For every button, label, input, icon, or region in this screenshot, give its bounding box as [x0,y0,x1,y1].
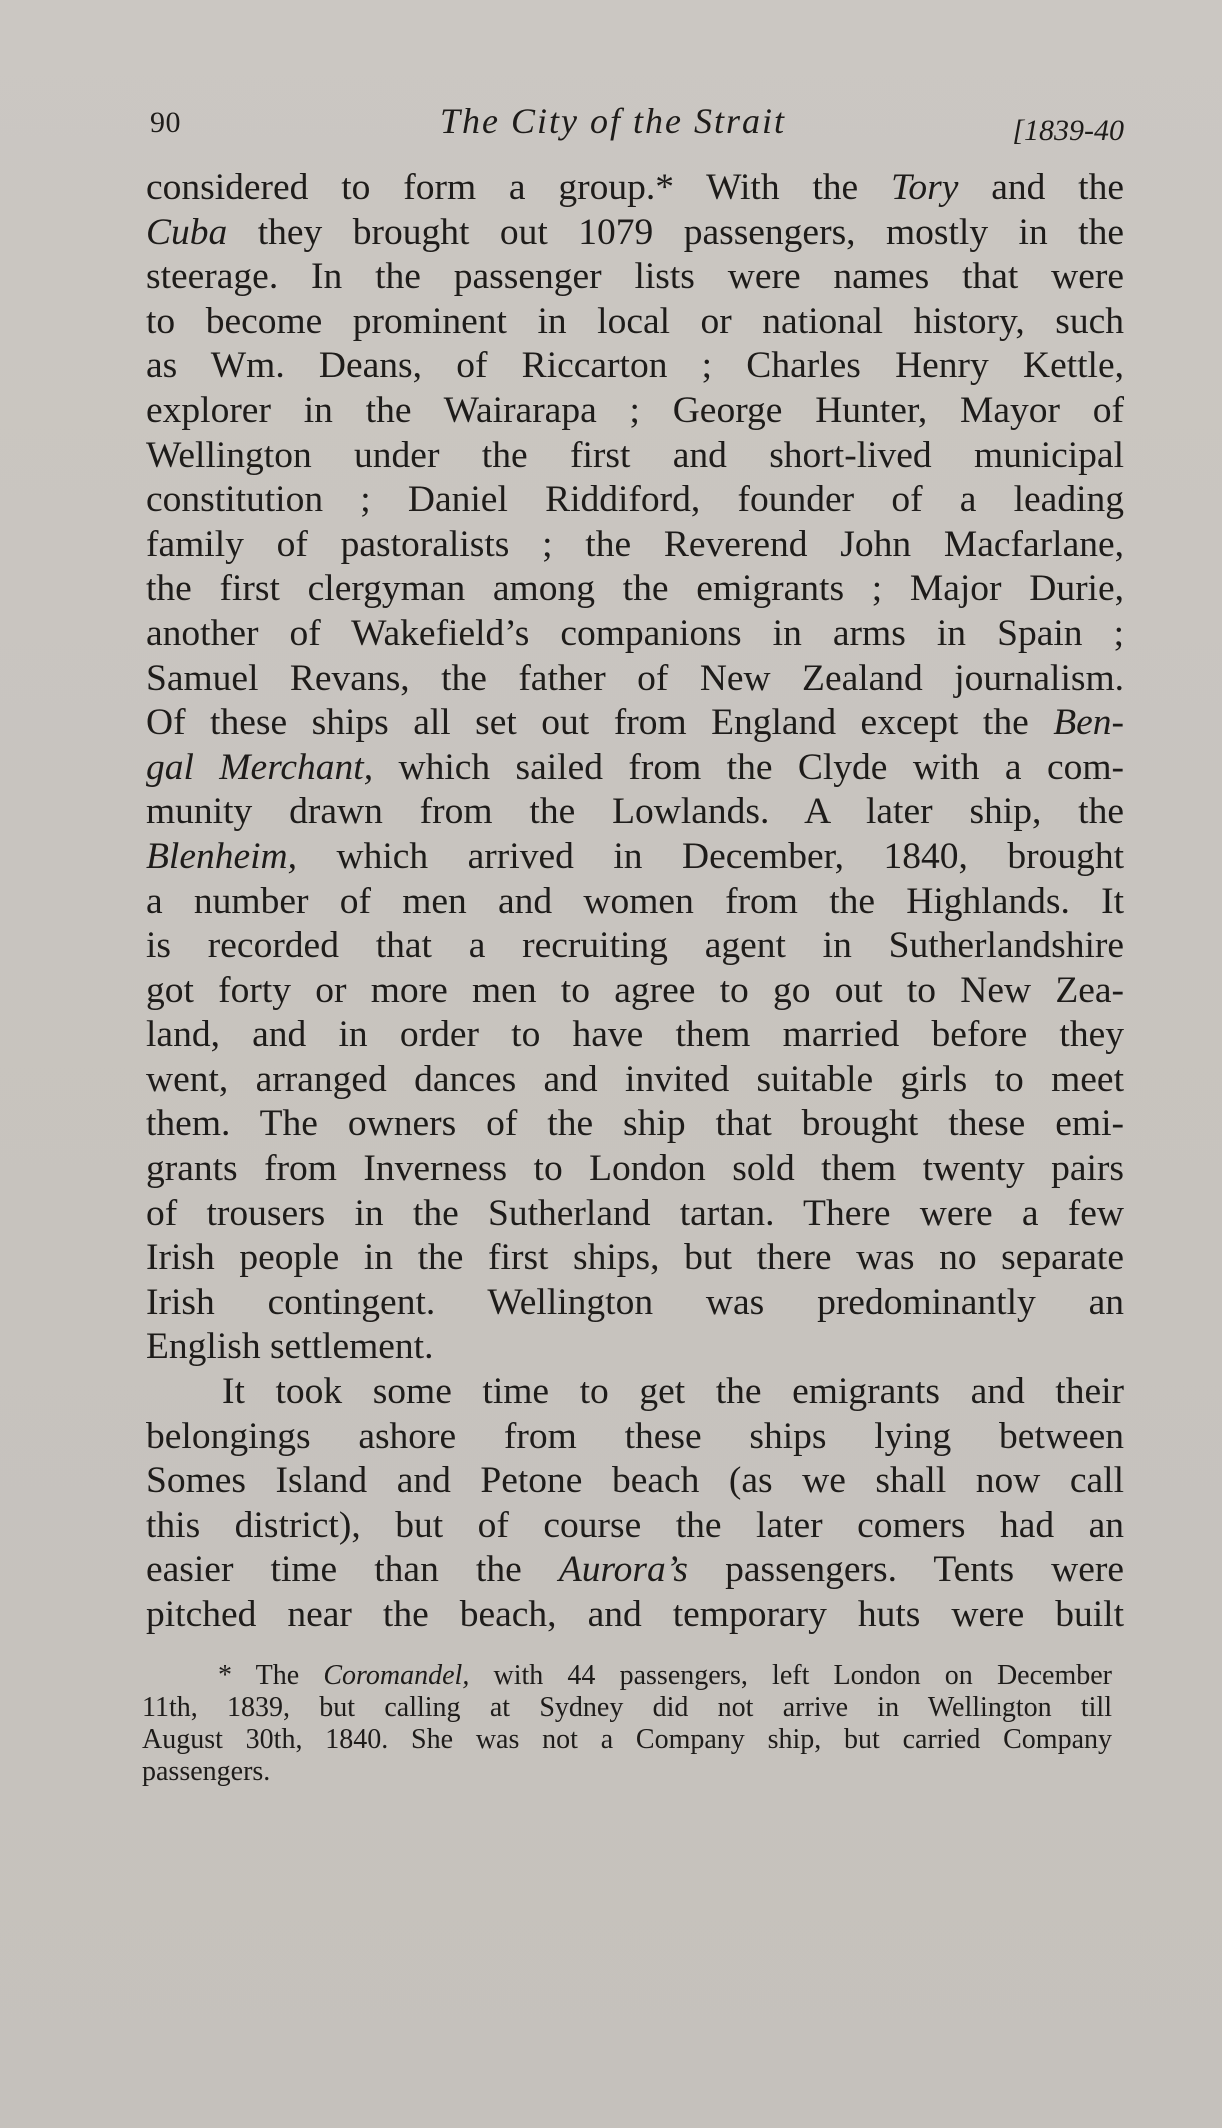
running-title: The City of the Strait [440,101,786,141]
text-line: grants from Inverness to London sold them twenty pairs [146,1148,1124,1190]
text-line: family of pastoralists ; the Reverend John Macfarlane, [146,523,1124,565]
footnote-line: 11th, 1839, but calling at Sydney did not arrive in Wellington till [142,1692,1112,1723]
italic-text: Tory [891,167,959,208]
text-line: Wellington under the first and short-lived municipal [146,434,1124,476]
text-line: pitched near the beach, and temporary huts were built [146,1594,1124,1635]
italic-text: Aurora’s [558,1549,689,1591]
italic-text: Cuba [146,211,228,253]
text-line: land, and in order to have them married before they [146,1014,1124,1056]
text-line: gal Merchant, which sailed from the Clyde with a com- [146,746,1124,788]
date-range: [1839-40 [1012,114,1124,147]
text-line: explorer in the Wairarapa ; George Hunter, Mayor of [146,389,1124,431]
text-line: Samuel Revans, the father of New Zealand journalism. [146,657,1124,699]
text-line: went, arranged dances and invited suitable girls to meet [146,1058,1124,1100]
text-line: them. The owners of the ship that brought these emi- [146,1103,1124,1145]
text-line: is recorded that a recruiting agent in Sutherlandshire [146,925,1124,967]
italic-text: Coromandel, [323,1660,470,1691]
text-line: Somes Island and Petone beach (as we shall now call [146,1460,1124,1502]
text-line: as Wm. Deans, of Riccarton ; Charles Henry Kettle, [146,345,1124,387]
text-line: got forty or more men to agree to go out to New Zea- [146,969,1124,1011]
text-line: Irish contingent. Wellington was predominantly an [146,1281,1124,1323]
italic-text: Ben- [1053,702,1124,744]
body-text [146,166,1124,1638]
text-line: of trousers in the Sutherland tartan. There were a few [146,1192,1124,1234]
text-line: Irish people in the first ships, but there was no separate [146,1237,1124,1279]
text-line: Cuba they brought out 1079 passengers, mostly in the [146,211,1124,253]
footnote-line: * The Coromandel, with 44 passengers, left London on December [218,1660,1112,1691]
text-line: belongings ashore from these ships lying between [146,1415,1124,1457]
text-line: a number of men and women from the Highlands. It [146,880,1124,922]
text-line: to become prominent in local or national history, such [146,300,1124,342]
text-line: considered to form a group.* With the Tory and the [146,167,1124,208]
text-line: Of these ships all set out from England except the Ben- [146,702,1124,744]
footnote-line: August 30th, 1840. She was not a Company ship, but carried Company [142,1724,1112,1755]
text-line: steerage. In the passenger lists were names that were [146,256,1124,298]
text-line: constitution ; Daniel Riddiford, founder of a leading [146,479,1124,521]
text-line: English settlement. [146,1326,434,1368]
italic-text: Blenheim, [146,835,297,877]
text-line: another of Wakefield’s companions in arms in Spain ; [146,612,1124,654]
text-line: munity drawn from the Lowlands. A later ship, the [146,791,1124,833]
text-line: the first clergyman among the emigrants ; Major Durie, [146,568,1124,610]
text-line: this district), but of course the later comers had an [146,1504,1124,1546]
footnote [142,1660,1112,1788]
page-number: 90 [150,106,181,139]
footnote-line: passengers. [142,1756,271,1787]
text-line: easier time than the Aurora’s passengers. Tents were [146,1549,1125,1591]
text-line: It took some time to get the emigrants and their [222,1371,1124,1413]
text-line: Blenheim, which arrived in December, 1840, brought [146,835,1124,877]
italic-text: gal Merchant, [146,746,374,788]
running-header [150,96,1124,156]
